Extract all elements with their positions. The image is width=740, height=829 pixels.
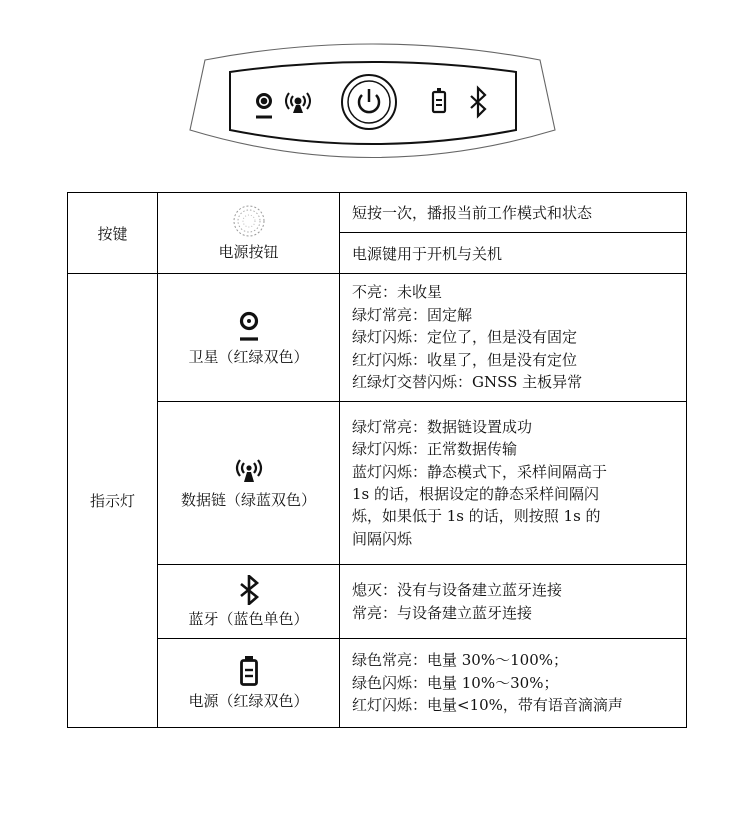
bluetooth-description [340,565,687,639]
description-line: 烁，如果低于 1s 的话，则按照 1s 的 [352,507,601,526]
power-button-icon [232,204,266,238]
item-cell-datalink [158,402,340,565]
datalink-label: 数据链（绿蓝双色） [180,491,316,509]
description-line: 绿灯常亮：固定解 [352,305,473,324]
description-line: 绿灯闪烁：正常数据传输 [352,440,518,459]
power-button-label: 电源按钮 [218,243,279,261]
item-cell-power [158,639,340,728]
description-line: 不亮：未收星 [352,283,443,302]
description-line: 熄灭：没有与设备建立蓝牙连接 [352,581,563,600]
item-cell-bluetooth [158,565,340,639]
description-line: 红绿灯交替闪烁：GNSS 主板异常 [352,373,583,392]
description-line: 绿灯闪烁：定位了，但是没有固定 [352,328,578,347]
table-row [68,639,687,728]
bluetooth-label: 蓝牙（蓝色单色） [188,609,309,628]
item-cell-satellite [158,274,340,402]
category-cell-indicator: 指示灯 [68,274,158,728]
function-cell: 短按一次，播报当前工作模式和状态 [340,193,687,233]
description-line: 蓝灯闪烁：静态模式下，采样间隔高于 [352,462,608,481]
table-row [68,402,687,565]
description-line: 绿色常亮：电量 30%～100%； [352,651,568,670]
table-row [68,193,687,233]
datalink-description [340,402,687,565]
category-cell-button: 按键 [68,193,158,274]
table-row [68,274,687,402]
description-line: 红灯闪烁：收星了，但是没有定位 [352,350,578,369]
function-cell: 电源键用于开机与关机 [340,233,687,274]
satellite-description [340,274,687,402]
description-line: 1s 的话，根据设定的静态采样间隔闪 [352,485,600,503]
description-line: 间隔闪烁 [352,529,413,548]
indicator-spec-table [67,192,687,728]
description-line: 绿色闪烁：电量 10%～30%； [352,673,559,692]
description-line: 常亮：与设备建立蓝牙连接 [352,603,533,622]
item-cell-power-button [158,193,340,274]
table-row [68,565,687,639]
power-label: 电源（红绿双色） [188,692,309,710]
description-line: 红灯闪烁：电量<10%，带有语音滴滴声 [352,696,623,715]
battery-icon [239,655,259,687]
power-description [340,639,687,728]
description-line: 绿灯常亮：数据链设置成功 [352,417,533,436]
antenna-icon [232,456,266,486]
map-pin-icon [234,309,264,343]
device-panel-illustration [0,0,740,190]
satellite-label: 卫星（红绿双色） [188,347,309,366]
bluetooth-icon [237,575,261,605]
